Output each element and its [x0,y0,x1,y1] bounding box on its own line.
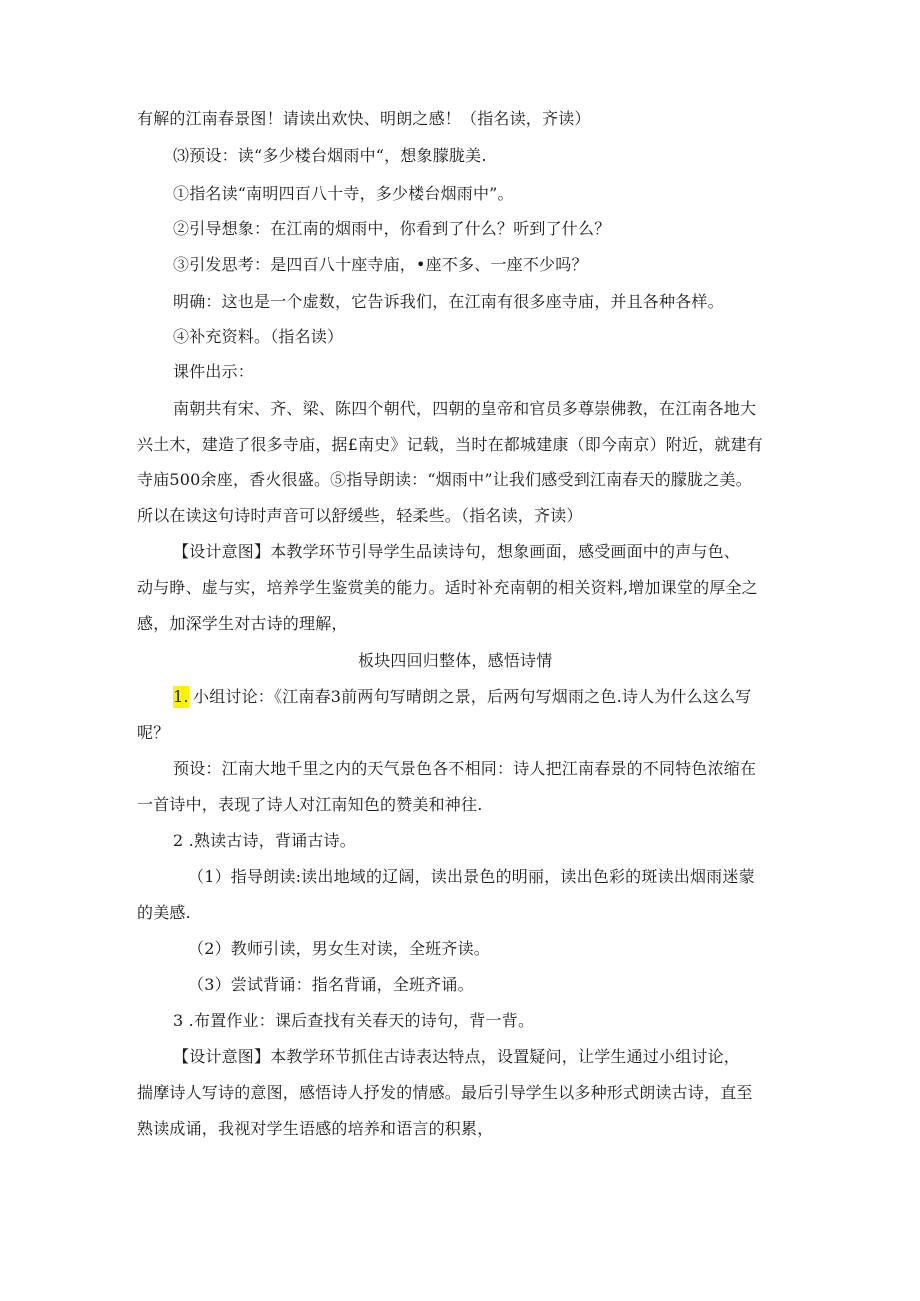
text-line: 所以在读这句诗时声音可以舒缓些，轻柔些。（指名读，齐读） [137,506,583,525]
text-line: 寺庙500余座，香火很盛。⑤指导朗读：“烟雨中”让我们感受到江南春天的朦胧之美。 [137,470,752,489]
text-line: 明确：这也是一个虚数，它告诉我们，在江南有很多座寺庙，并且各种各样。 [173,292,724,311]
text-line: ④补充资料。（指名读） [173,327,344,346]
text-line: 动与睁、虚与实，培养学生鉴赏美的能力。适时补充南朝的相关资料,增加课堂的厚全之 [137,578,758,597]
text-line: ③引发思考：是四百八十座寺庙，•座不多、一座不少吗？ [173,255,588,274]
text-line: 小组讨论：《江南春3前两句写晴朗之景，后两句写烟雨之色.诗人为什么这么写 [193,687,752,706]
text-line: 一首诗中，表现了诗人对江南知色的赞美和神往. [137,795,483,814]
text-line: （1）指导朗读:读出地域的辽阔，读出景色的明丽，读出色彩的斑读出烟雨迷蒙 [188,867,755,886]
text-line: 感，加深学生对古诗的理解， [137,614,348,633]
text-line: 南朝共有宋、齐、梁、陈四个朝代，四朝的皇帝和官员多尊崇佛教，在江南各地大 [173,399,757,418]
text-line: ⑶预设：读“多少楼台烟雨中“，想象朦胧美. [173,146,487,165]
text-line: 的美感. [137,903,191,922]
text-line: 【设计意图】本教学环节引导学生品读诗句，想象画面，感受画面中的声与色、 [173,542,741,561]
text-line: 3 .布置作业：课后查找有关春天的诗句，背一背。 [173,1011,535,1030]
text-line: 兴土木，建造了很多寺庙，据£南史》记载，当时在都城建康（即今南京）附近，就建有 [137,435,763,454]
text-line: 预设：江南大地千里之内的天气景色各不相同：诗人把江南春景的不同特色浓缩在 [173,759,757,778]
section-heading: 板块四回归整体，感悟诗情 [358,651,553,670]
text-line: 呢？ [137,723,170,742]
text-line: ②引导想象：在江南的烟雨中，你看到了什么？听到了什么？ [173,219,611,238]
text-line: 有解的江南春景图！请读出欢快、明朗之感！（指名读，齐读） [137,109,591,128]
text-line: 【设计意图】本教学环节抓住古诗表达特点，设置疑问，让学生通过小组讨论， [173,1047,741,1066]
text-line: 课件出示： [173,362,255,381]
highlighted-number: 1. [173,687,189,706]
text-line: （3）尝试背诵：指名背诵，全班齐诵。 [188,975,474,994]
text-line: （2）教师引读，男女生对读，全班齐读。 [188,939,490,958]
text-line: 揣摩诗人写诗的意图，感悟诗人抒发的情感。最后引导学生以多种形式朗读古诗，直至 [137,1083,753,1102]
text-line: 熟读成诵，我视对学生语感的培养和语言的积累， [137,1119,494,1138]
text-line: 2 .熟读古诗，背诵古诗。 [173,831,356,850]
text-line: ①指名读“南明四百八十寺，多少楼台烟雨中”。 [173,184,514,203]
